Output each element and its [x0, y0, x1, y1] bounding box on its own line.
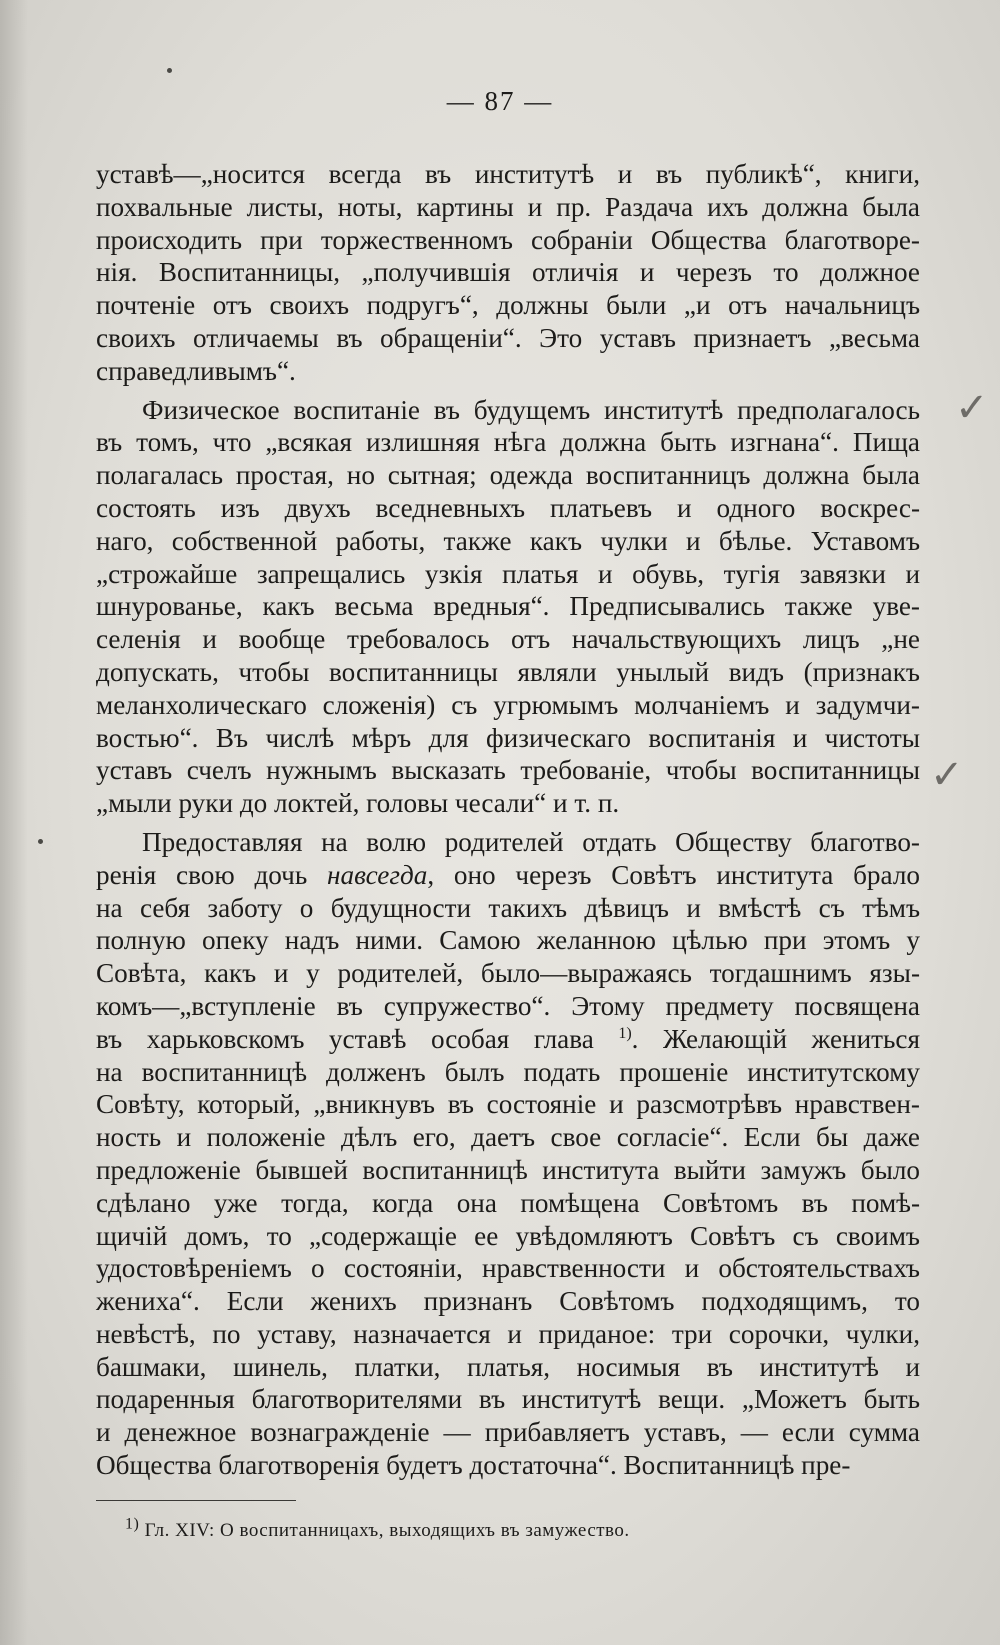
text-line: Совѣта, какъ и у родителей, было—выражаясь тогдашнимъ язы- — [96, 958, 920, 989]
text-line: почтеніе отъ своихъ подругъ“, должны были „и отъ начальницъ — [96, 290, 920, 321]
text-line: Предоставляя на волю родителей отдать Обществу благотво- — [142, 826, 920, 857]
text-line: ренія свою дочь навсегда, оно черезъ Совѣтъ института брало — [96, 859, 920, 890]
text-line: комъ—„вступленіе въ супружество“. Этому предмету посвящена — [96, 990, 920, 1021]
text-line: въ харьковскомъ уставѣ особая глава $^{1)}$. Желающій жениться — [96, 1023, 920, 1054]
ink-speck — [167, 68, 172, 73]
text-line: Совѣту, который, „вникнувъ въ состояніе и разсмотрѣвъ нравствен- — [96, 1089, 920, 1120]
text-line: въ томъ, что „всякая излишняя нѣга должна быть изгнана“. Пища — [96, 427, 920, 458]
text-line: сдѣлано уже тогда, когда она помѣщена Совѣтомъ въ помѣ- — [96, 1187, 920, 1218]
ink-speck — [38, 839, 43, 844]
margin-check-mark-icon: ✓ — [955, 385, 989, 431]
paragraph — [96, 394, 920, 820]
text-line: селенія и вообще требовалось отъ начальствующихъ лицъ „не — [96, 624, 920, 655]
text-line: полную опеку надъ ними. Самою желанною цѣлью при этомъ у — [96, 925, 920, 956]
footnote — [125, 1515, 885, 1542]
paragraph — [96, 158, 920, 388]
page-edge-shadow — [0, 0, 28, 1645]
text-line: похвальные листы, ноты, картины и пр. Раздача ихъ должна была — [96, 191, 920, 222]
text-line: на воспитанницѣ долженъ былъ подать прошеніе институтскому — [96, 1056, 920, 1087]
body-text — [96, 158, 920, 1482]
text-line: уставѣ—„носится всегда въ институтѣ и въ публикѣ“, книги, — [96, 159, 920, 189]
text-line: на себя заботу о будущности такихъ дѣвицъ и вмѣстѣ съ тѣмъ — [96, 892, 920, 923]
text-line: щичій домъ, то „содержащіе ее увѣдомляютъ Совѣтъ съ своимъ — [96, 1220, 920, 1251]
text-line: меланхолическаго сложенія) съ угрюмымъ молчаніемъ и задумчи- — [96, 689, 920, 720]
text-line: происходить при торжественномъ собраніи Общества благотворе- — [96, 224, 920, 255]
text-line: и денежное вознагражденіе — прибавляетъ уставъ, — если сумма — [96, 1417, 920, 1448]
footnote-marker: 1) — [125, 1515, 140, 1533]
text-line: наго, собственной работы, также какъ чулки и бѣлье. Уставомъ — [96, 525, 920, 556]
text-line: допускать, чтобы воспитанницы являли унылый видъ (признакъ — [96, 656, 920, 687]
text-line: Физическое воспитаніе въ будущемъ институтѣ предполагалось — [142, 394, 920, 425]
text-line: башмаки, шинель, платки, платья, носимыя въ институтѣ и — [96, 1351, 920, 1382]
text-line: состоять изъ двухъ вседневныхъ платьевъ и одного воскрес- — [96, 492, 920, 523]
footnote-reference[interactable]: 1) — [618, 1024, 632, 1042]
text-line: „строжайше запрещались узкія платья и обувь, тугія завязки и — [96, 558, 920, 589]
text-line: полагалась простая, но сытная; одежда воспитанницъ должна была — [96, 460, 920, 491]
text-line: справедливымъ“. — [96, 355, 296, 386]
text-line: шнурованье, какъ весьма вредныя“. Предписывались также уве- — [96, 591, 920, 622]
text-line: востью“. Въ числѣ мѣръ для физическаго воспитанія и чистоты — [96, 722, 920, 753]
footnote-text: Гл. XIV: О воспитанницахъ, выходящихъ въ замужество. — [144, 1520, 630, 1541]
text-line: невѣстѣ, по уставу, назначается и приданое: три сорочки, чулки, — [96, 1318, 920, 1349]
text-line: нія. Воспитанницы, „получившія отличія и черезъ то должное — [96, 257, 920, 288]
text-line: ность и положеніе дѣлъ его, даетъ свое согласіе“. Если бы даже — [96, 1122, 920, 1153]
text-line: „мыли руки до локтей, головы чесали“ и т. п. — [96, 788, 620, 819]
text-line: уставъ счелъ нужнымъ высказать требованіе, чтобы воспитанницы — [96, 755, 920, 786]
text-line: своихъ отличаемы въ обращеніи“. Это уставъ признаетъ „весьма — [96, 322, 920, 353]
text-line: удостовѣреніемъ о состояніи, нравственности и обстоятельствахъ — [96, 1253, 920, 1284]
page-number: — 87 — — [446, 86, 554, 116]
text-line: предложеніе бывшей воспитанницѣ института выйти замужъ было — [96, 1154, 920, 1185]
text-line: Общества благотворенія будетъ достаточна“. Воспитанницѣ пре- — [96, 1450, 851, 1481]
text-line: жениха“. Если женихъ признанъ Совѣтомъ подходящимъ, то — [96, 1286, 920, 1317]
footnote-divider — [96, 1500, 296, 1501]
text-line: подаренныя благотворителями въ институтѣ вещи. „Можетъ быть — [96, 1384, 920, 1415]
paragraph — [96, 826, 920, 1482]
margin-check-mark-icon: ✓ — [930, 752, 964, 798]
emphasized-word: навсегда — [327, 859, 428, 890]
